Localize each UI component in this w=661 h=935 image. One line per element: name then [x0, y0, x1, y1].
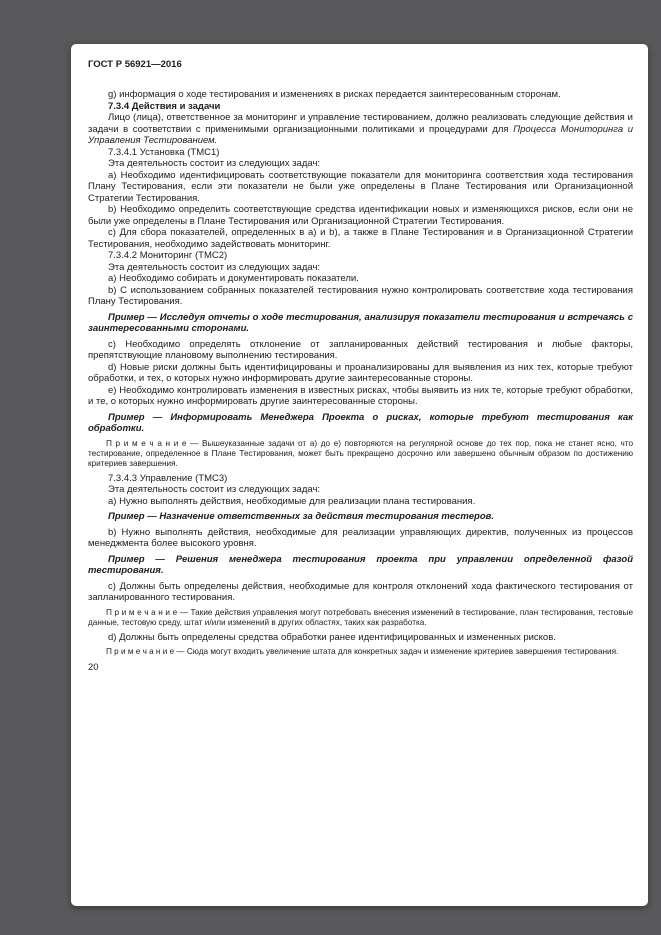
note-text: [88, 439, 633, 469]
paragraph-text: Лицо (лица), ответственное за мониторинг и управление тестированием, должно реализовать следующие действия и задачи в соответствии с применимыми организационными политиками и процедурами для: [88, 112, 633, 135]
paragraph-text: 7.3.4.1 Установка (ТМС1): [108, 146, 220, 158]
paragraph-text: c) Для сбора показателей, определенных в a) и b), а также в Плане Тестирования и в Организационной Стратегии Тестирования, необходимо задействовать мониторинг.: [88, 227, 633, 250]
paragraph: [88, 227, 633, 250]
document-header: ГОСТ Р 56921—2016: [88, 59, 182, 70]
paragraph-text: П р и м е ч а н и е — Вышеуказанные задачи от a) до e) повторяются на регулярной основе до тех пор, пока не станет ясно, что тестирование, определенное в Плане Тестирования, может быть прекращено досрочно или завершено обычным образом по достижению критериев завершения.: [88, 438, 633, 468]
paragraph: [88, 385, 633, 408]
paragraph: [88, 473, 633, 485]
paragraph: [88, 158, 633, 170]
paragraph: [88, 527, 633, 550]
paragraph-text: c) Должны быть определены действия, необходимые для контроля отклонений хода фактического тестирования от запланированного тестирования.: [88, 580, 633, 603]
paragraph-text: Эта деятельность состоит из следующих задач:: [108, 261, 321, 273]
paragraph: [88, 362, 633, 385]
paragraph: [88, 170, 633, 205]
paragraph-text: Пример — Решения менеджера тестирования проекта при управлении определенной фазой тестирования.: [88, 553, 633, 576]
paragraph-text: a) Нужно выполнять действия, необходимые для реализации плана тестирования.: [108, 495, 476, 507]
paragraph: [88, 112, 633, 147]
paragraph-text: Пример — Информировать Менеджера Проекта о рисках, которые требуют тестирования как обработки.: [88, 411, 633, 434]
paragraph-text: П р и м е ч а н и е — Такие действия управления могут потребовать внесения изменений в тестирование, план тестирования, тестовые данные, тестовую среду, штат и/или изменений в других областях, таких как разработка.: [88, 607, 633, 627]
document-body: [88, 89, 633, 657]
paragraph: [88, 262, 633, 274]
paragraph-text: Эта деятельность состоит из следующих задач:: [108, 484, 321, 495]
document-page: [71, 44, 648, 906]
example-text: [88, 511, 633, 523]
paragraph: [88, 273, 633, 285]
paragraph-text: Пример — Исследуя отчеты о ходе тестирования, анализируя показатели тестирования и встречаясь с заинтересованными сторонами.: [88, 311, 633, 334]
paragraph-text: Эта деятельность состоит из следующих задач:: [108, 158, 321, 169]
paragraph: [88, 89, 633, 101]
paragraph: [88, 581, 633, 604]
paragraph: [88, 484, 633, 496]
paragraph-text: a) Необходимо идентифицировать соответствующие показатели для мониторинга соответствия хода тестирования Плану Тестирования, если эти показатели не были уже определены в Плане Тестирования или Организационной Стратегии Тестирования.: [88, 169, 633, 204]
paragraph: [88, 496, 633, 508]
paragraph-text: a) Необходимо собирать и документировать показатели.: [108, 273, 359, 284]
paragraph-text: g) информация о ходе тестирования и изменениях в рисках передается заинтересованным сторонам.: [108, 89, 561, 100]
example-text: [88, 412, 633, 435]
page-number: 20: [88, 662, 99, 673]
italic-phrase: Процесса Мониторинга и Управления Тестированием.: [88, 123, 633, 146]
paragraph: [88, 339, 633, 362]
note-text: [88, 608, 633, 628]
note-text: [88, 647, 633, 657]
paragraph-text: 7.3.4 Действия и задачи: [108, 100, 221, 112]
paragraph: [88, 204, 633, 227]
paragraph-text: b) Необходимо определить соответствующие средства идентификации новых и изменяющихся рисков, если они не были уже определены в Плане Тестирования или Организационной Стратегии Тестирования.: [88, 204, 633, 227]
paragraph-text: 7.3.4.3 Управление (ТМС3): [108, 472, 228, 484]
paragraph-text: d) Новые риски должны быть идентифицированы и проанализированы для выявления из них тех, которые требуют обработки, и тех, о которых нужно информировать другие заинтересованные стороны.: [88, 361, 633, 384]
paragraph-text: 7.3.4.2 Мониторинг (ТМС2): [108, 250, 228, 261]
paragraph-text: e) Необходимо контролировать изменения в известных рисках, чтобы выявить из них те, которые требуют обработки, и те, о которых нужно информировать другие заинтересованные стороны.: [88, 384, 633, 407]
section-heading: [88, 101, 633, 113]
paragraph-text: d) Должны быть определены средства обработки ранее идентифицированных и измененных рисков.: [108, 631, 556, 643]
example-text: [88, 554, 633, 577]
paragraph: [88, 147, 633, 159]
paragraph-text: П р и м е ч а н и е — Сюда могут входить увеличение штата для конкретных задач и изменение критериев завершения тестирования.: [106, 647, 619, 656]
paragraph-text: Пример — Назначение ответственных за действия тестирования тестеров.: [108, 511, 495, 522]
paragraph-text: b) Нужно выполнять действия, необходимые для реализации управляющих директив, полученных из процессов менеджмента более высокого уровня.: [88, 526, 633, 549]
paragraph: [88, 250, 633, 262]
paragraph: [88, 285, 633, 308]
paragraph: [88, 632, 633, 644]
paragraph-text: c) Необходимо определять отклонение от запланированных действий тестирования и любые факторы, препятствующие плановому выполнению тестирования.: [88, 338, 633, 361]
example-text: [88, 312, 633, 335]
paragraph-text: b) С использованием собранных показателей тестирования нужно контролировать соответствие хода тестирования Плану Тестирования.: [88, 284, 633, 307]
